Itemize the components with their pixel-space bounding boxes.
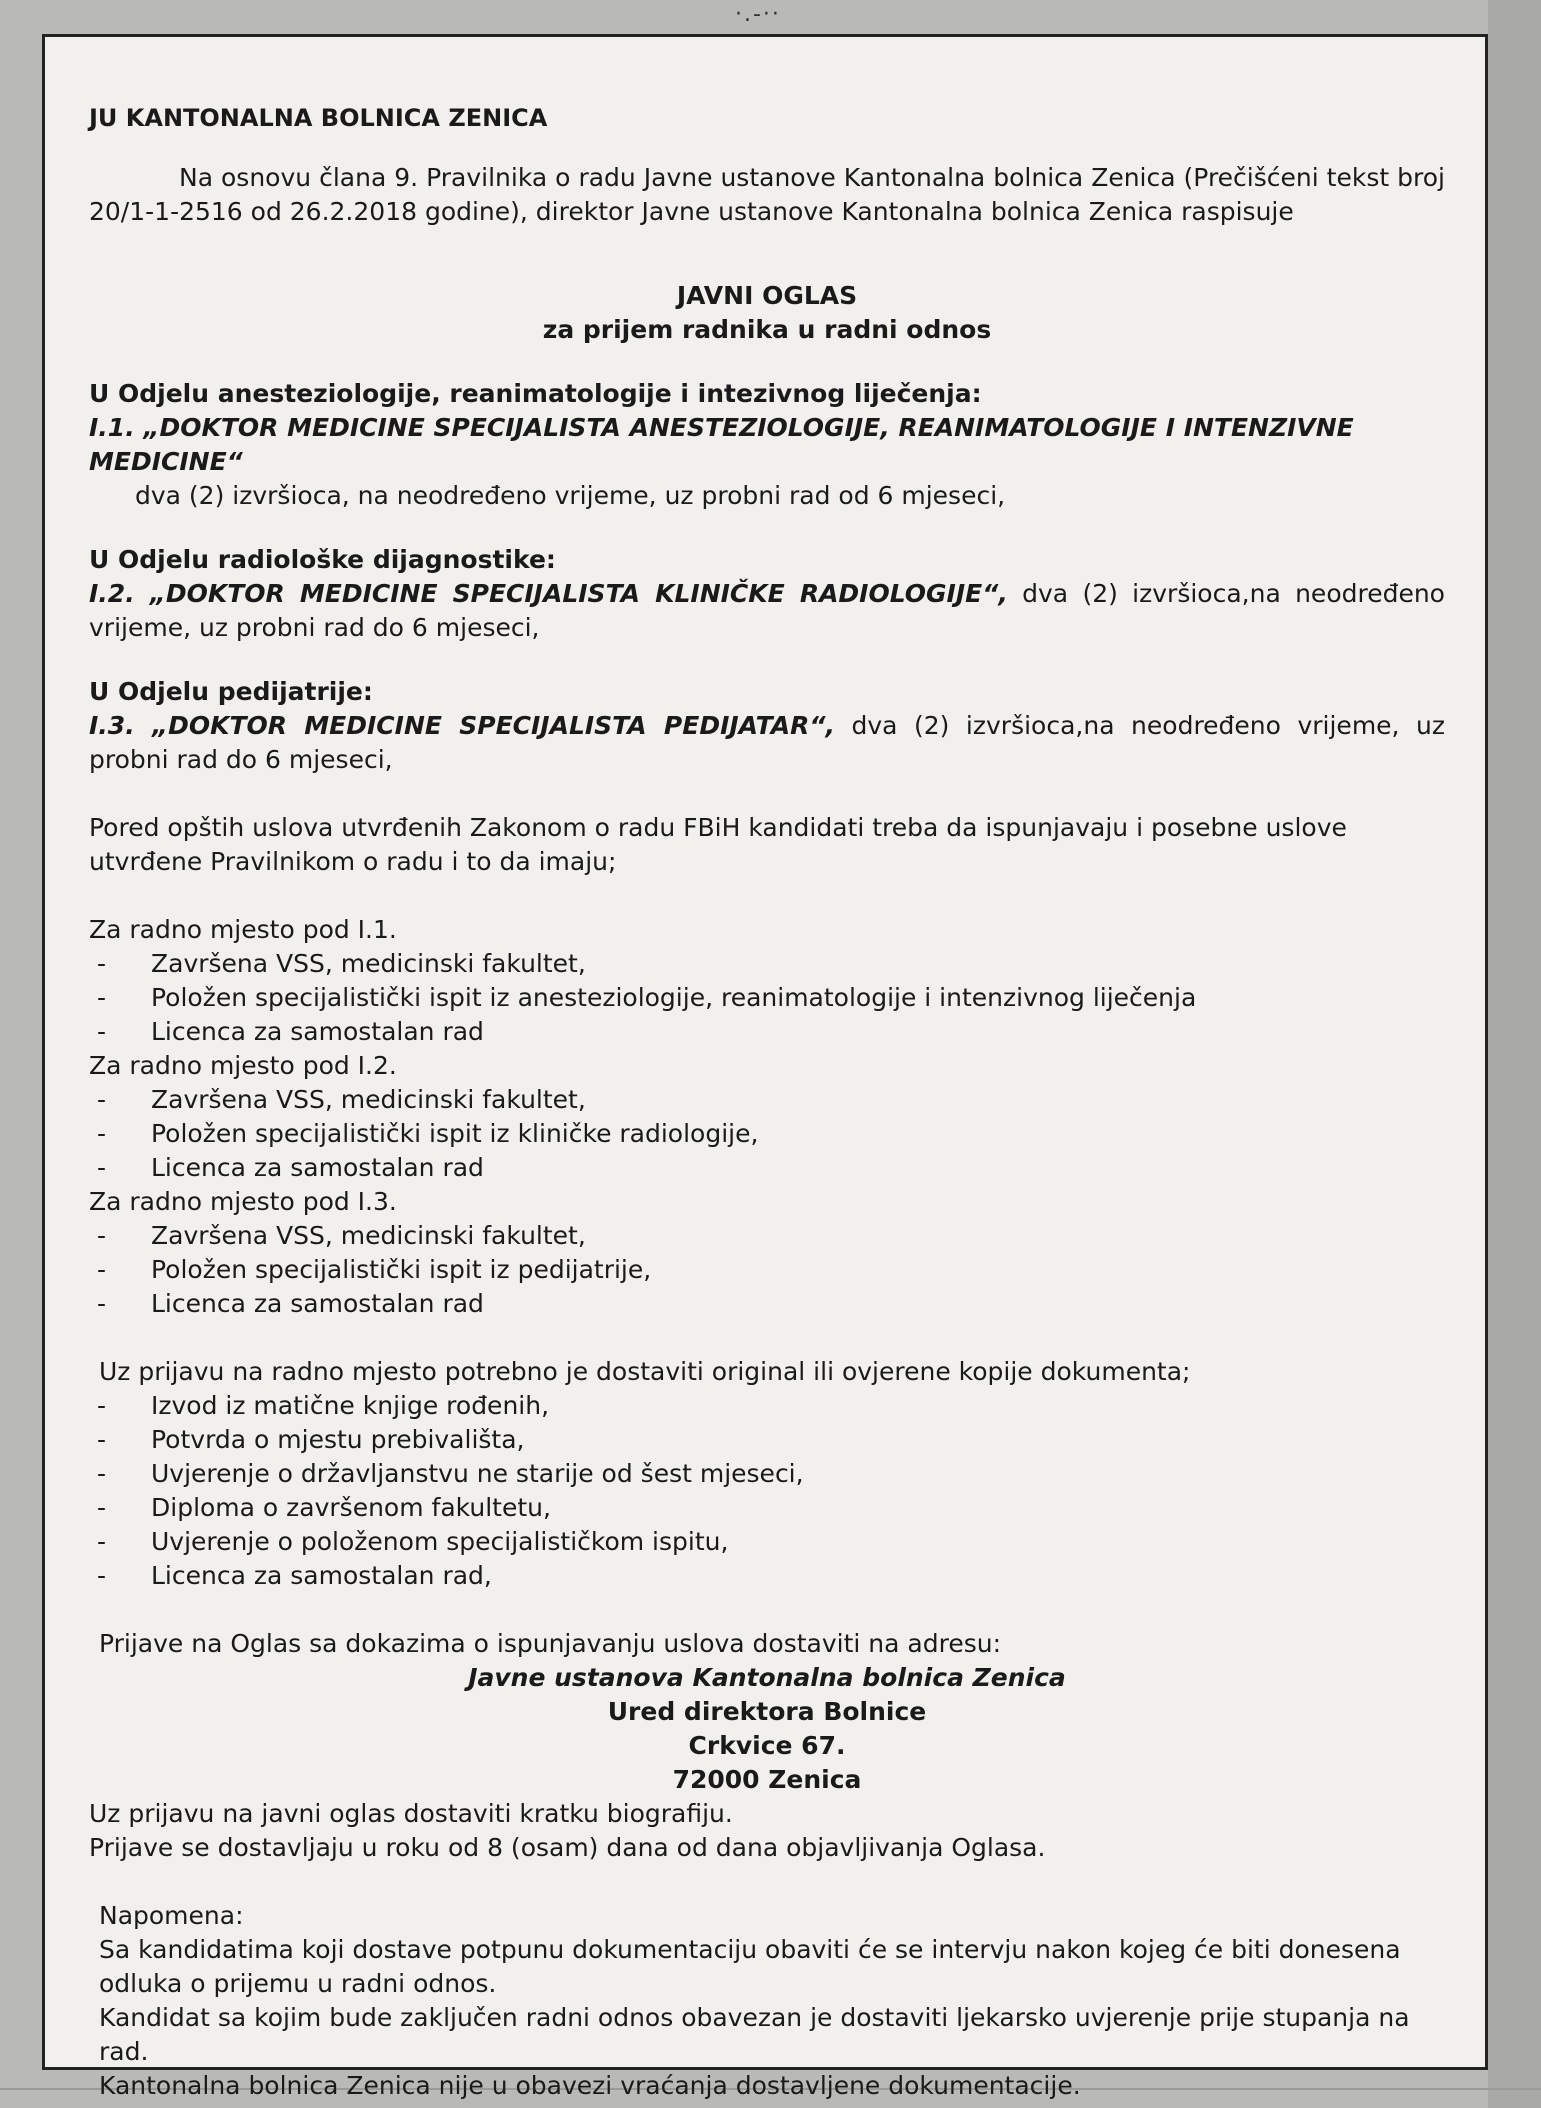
scan-mark: ·.-·· (735, 2, 781, 27)
list-item: - Uvjerenje o državljanstvu ne starije od šest mjeseci, (89, 1457, 1445, 1491)
position-line (89, 577, 1445, 645)
list-item: - Licenca za samostalan rad (89, 1015, 1445, 1049)
requirements-heading: Za radno mjesto pod I.1. (89, 915, 397, 944)
position-details: dva (2) izvršioca,na neodređeno vrijeme, uz probni rad do 6 mjeseci, (89, 579, 1445, 642)
list-item: - Položen specijalistički ispit iz anesteziologije, reanimatologije i intenzivnog liječenja (89, 981, 1445, 1015)
announcement-subtitle: za prijem radnika u radni odnos (542, 315, 992, 344)
requirements-heading: Za radno mjesto pod I.3. (89, 1187, 397, 1216)
list-item: - Položen specijalistički ispit iz pedijatrije, (89, 1253, 1445, 1287)
department-heading: U Odjelu anesteziologije, reanimatologije i intezivnog liječenja: (89, 379, 982, 408)
address-institution: Javne ustanova Kantonalna bolnica Zenica (468, 1663, 1066, 1692)
list-item: - Licenca za samostalan rad (89, 1151, 1445, 1185)
address-office: Ured direktora Bolnice (607, 1697, 927, 1726)
deadline-note: Prijave se dostavljaju u roku od 8 (osam) dana od dana objavljivanja Oglasa. (89, 1833, 1046, 1862)
position-title: I.2. „DOKTOR MEDICINE SPECIJALISTA KLINIČKE RADIOLOGIJE“, (89, 579, 1008, 608)
requirements-list (89, 947, 1445, 1049)
list-item: - Licenca za samostalan rad (89, 1287, 1445, 1321)
list-item: - Završena VSS, medicinski fakultet, (89, 1219, 1445, 1253)
intro-paragraph: Na osnovu člana 9. Pravilnika o radu Javne ustanove Kantonalna bolnica Zenica (Prečišćeni tekst broj 20/1-1-2516 od 26.2.2018 godine), direktor Javne ustanove Kantonalna bolnica Zenica raspisuje (89, 163, 1445, 226)
announcement-box (42, 34, 1488, 2100)
department-heading: U Odjelu radiološke dijagnostike: (89, 545, 556, 574)
list-item: - Diploma o završenom fakultetu, (89, 1491, 1445, 1525)
position-title: I.3. „DOKTOR MEDICINE SPECIJALISTA PEDIJATAR“, (89, 711, 835, 740)
position-title: I.1. „DOKTOR MEDICINE SPECIJALISTA ANESTEZIOLOGIJE, REANIMATOLOGIJE I INTENZIVNE MEDICINE“ (89, 413, 1354, 476)
biography-note: Uz prijavu na javni oglas dostaviti kratku biografiju. (89, 1799, 733, 1828)
position-details: dva (2) izvršioca,na neodređeno vrijeme, uz probni rad do 6 mjeseci, (89, 711, 1445, 774)
list-item: - Završena VSS, medicinski fakultet, (89, 1083, 1445, 1117)
organization-name: JU KANTONALNA BOLNICA ZENICA (89, 104, 548, 132)
conditions-intro: Pored opštih uslova utvrđenih Zakonom o radu FBiH kandidati treba da ispunjavaju i posebne uslove utvrđene Pravilnikom o radu i to da imaju; (89, 813, 1347, 876)
documents-intro: Uz prijavu na radno mjesto potrebno je dostaviti original ili ovjerene kopije dokumenta; (99, 1357, 1191, 1386)
note-line: Kandidat sa kojim bude zaključen radni odnos obavezan je dostaviti ljekarsko uvjerenje prije stupanja na rad. (99, 2003, 1410, 2066)
address-street: Crkvice 67. (688, 1731, 846, 1760)
announcement-document (89, 101, 1445, 2103)
department-heading: U Odjelu pedijatrije: (89, 677, 373, 706)
list-item: - Izvod iz matične knjige rođenih, (89, 1389, 1445, 1423)
list-item: - Položen specijalistički ispit iz kliničke radiologije, (89, 1117, 1445, 1151)
position-details: dva (2) izvršioca, na neodređeno vrijeme, uz probni rad od 6 mjeseci, (135, 481, 1006, 510)
list-item: - Licenca za samostalan rad, (89, 1559, 1445, 1593)
note-line: Kantonalna bolnica Zenica nije u obavezi vraćanja dostavljene dokumentacije. (99, 2071, 1081, 2100)
requirements-heading: Za radno mjesto pod I.2. (89, 1051, 397, 1080)
requirements-list (89, 1083, 1445, 1185)
submission-intro: Prijave na Oglas sa dokazima o ispunjavanju uslova dostaviti na adresu: (99, 1629, 1002, 1658)
list-item: - Završena VSS, medicinski fakultet, (89, 947, 1445, 981)
note-heading: Napomena: (99, 1901, 244, 1930)
documents-list (89, 1389, 1445, 1593)
note-line: Sa kandidatima koji dostave potpunu dokumentaciju obaviti će se intervju nakon kojeg će biti donesena odluka o prijemu u radni odnos. (99, 1935, 1401, 1998)
list-item: - Potvrda o mjestu prebivališta, (89, 1423, 1445, 1457)
address-city: 72000 Zenica (672, 1765, 862, 1794)
requirements-list (89, 1219, 1445, 1321)
background-column (1488, 0, 1541, 2108)
announcement-title: JAVNI OGLAS (676, 281, 858, 310)
position-line (89, 709, 1445, 777)
list-item: - Uvjerenje o položenom specijalističkom ispitu, (89, 1525, 1445, 1559)
